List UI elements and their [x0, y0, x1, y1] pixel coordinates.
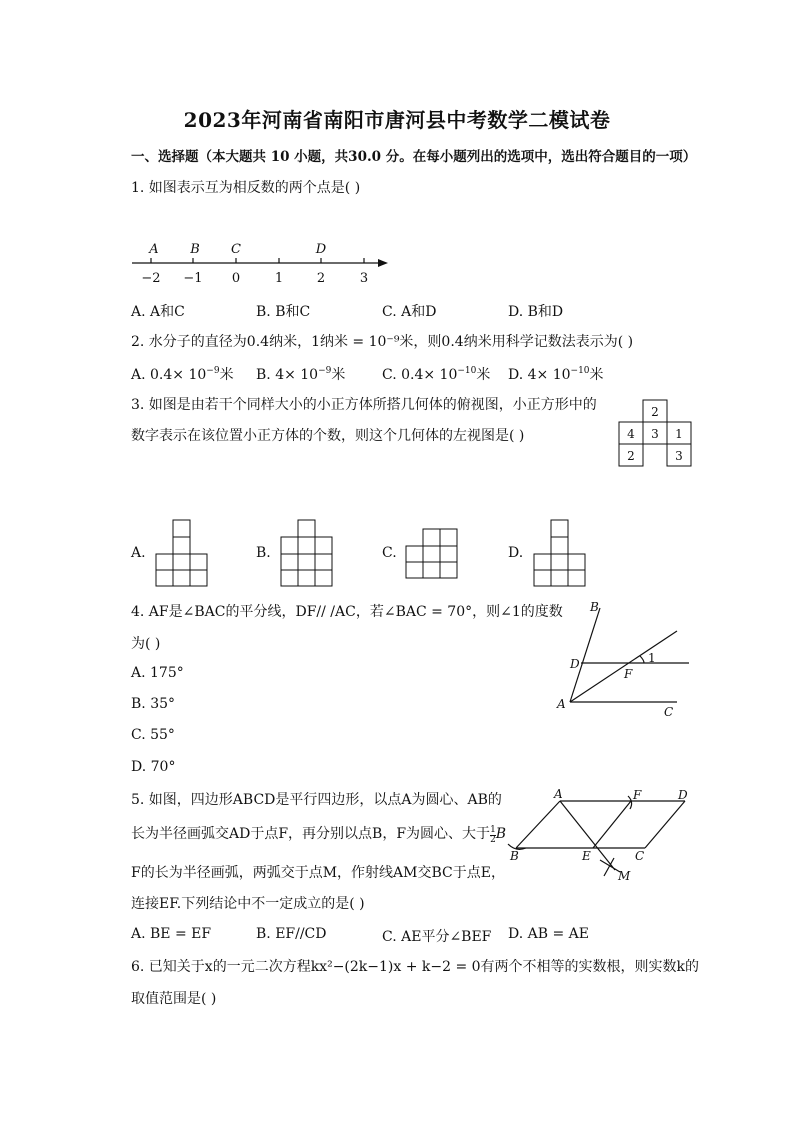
cell-count: 3: [651, 427, 659, 441]
tick-label: −2: [141, 271, 161, 286]
question-3-stem-line2: 数字表示在该位置小正方体的个数，则这个几何体的左视图是( ): [131, 428, 525, 444]
q2-option-c[interactable]: C. $0.4\times 10^{-10}$米: [382, 366, 491, 383]
cell-count: 3: [675, 449, 683, 463]
point-label: A: [149, 242, 159, 257]
q3-option-d[interactable]: D.: [508, 545, 524, 561]
figure-label: F: [624, 667, 633, 681]
cell-count: 1: [675, 427, 683, 441]
q2-option-a[interactable]: A. $0.4\times 10^{-9}$米: [131, 366, 234, 383]
figure-label: B: [510, 849, 519, 863]
number-line-figure: [120, 236, 400, 286]
question-1-stem: 1. 如图表示互为相反数的两个点是( ): [131, 180, 361, 196]
q2-option-d[interactable]: D. $4\times 10^{-10}$米: [508, 366, 604, 383]
q1-option-c[interactable]: C. A和D: [382, 304, 437, 320]
q3-option-c[interactable]: C.: [382, 545, 397, 561]
q4-angle-figure: [552, 598, 697, 722]
point-label: C: [231, 242, 241, 257]
q1-option-b[interactable]: B. B和C: [256, 304, 311, 320]
cell-count: 2: [651, 405, 659, 419]
figure-label: F: [633, 788, 642, 802]
question-6-stem-line2: 取值范围是( ): [131, 991, 217, 1007]
tick-label: 0: [231, 271, 241, 286]
figure-label: M: [618, 869, 631, 883]
q3-option-b-view: [280, 519, 334, 588]
figure-label: D: [678, 788, 688, 802]
q4-option-a[interactable]: A. 175°: [131, 665, 184, 681]
question-3-stem-line1: 3. 如图是由若干个同样大小的小正方体所搭几何体的俯视图，小正方形中的: [131, 397, 597, 413]
q5-option-d[interactable]: D. AB = AE: [508, 926, 589, 942]
figure-label: E: [582, 849, 591, 863]
q4-option-b[interactable]: B. 35°: [131, 696, 176, 712]
tick-label: 1: [274, 271, 284, 286]
q3-option-a[interactable]: A.: [131, 545, 146, 561]
tick-label: 3: [359, 271, 369, 286]
figure-label: A: [554, 787, 563, 801]
question-5-stem-line4: 连接EF.下列结论中不一定成立的是( ): [131, 896, 365, 912]
section-heading: 一、选择题（本大题共 10 小题，共30.0 分。在每小题列出的选项中，选出符合题目的一项）: [131, 149, 697, 165]
q3-option-c-view: [405, 528, 459, 580]
q1-option-d[interactable]: D. B和D: [508, 304, 564, 320]
page-title: 2023年河南省南阳市唐河县中考数学二模试卷: [183, 108, 611, 132]
question-5-stem-line3: F的长为半径画弧，两弧交于点M，作射线AM交BC于点E，: [131, 865, 505, 881]
top-view-grid: [618, 398, 694, 468]
q5-option-a[interactable]: A. BE = EF: [131, 926, 212, 942]
tick-label: 2: [316, 271, 326, 286]
q5-parallelogram-figure: [500, 786, 700, 886]
q4-option-c[interactable]: C. 55°: [131, 727, 175, 743]
figure-label: D: [570, 657, 580, 671]
question-5-stem-line1: 5. 如图，四边形ABCD是平行四边形，以点A为圆心、AB的: [131, 792, 502, 808]
point-label: B: [190, 242, 200, 257]
point-label: D: [315, 242, 327, 257]
figure-label: B: [590, 600, 599, 614]
q2-option-b[interactable]: B. $4\times 10^{-9}$米: [256, 366, 346, 383]
q4-option-d[interactable]: D. 70°: [131, 759, 176, 775]
q3-option-a-view: [155, 519, 209, 588]
tick-label: −1: [183, 271, 203, 286]
question-5-stem-line2: 长为半径画弧交AD于点F，再分别以点B，F为圆心、大于 $\frac{1}{2}$ B: [131, 825, 507, 845]
q5-option-b[interactable]: B. EF//CD: [256, 926, 327, 942]
figure-label: C: [664, 705, 674, 719]
q3-option-b[interactable]: B.: [256, 545, 271, 561]
figure-label: C: [635, 849, 645, 863]
question-4-stem-line1: 4. AF是∠BAC的平分线，DF// /AC，若∠BAC = 70°，则∠1的度数: [131, 604, 563, 620]
q3-option-d-view: [533, 519, 587, 588]
question-2-stem: 2. 水分子的直径为0.4纳米，1纳米 = 10⁻⁹米，则0.4纳米用科学记数法表示为( ): [131, 334, 634, 350]
figure-label: A: [557, 697, 566, 711]
question-6-stem-line1: 6. 已知关于x的一元二次方程kx²−(2k−1)x + k−2 = 0有两个不相等的实数根，则实数k的: [131, 959, 700, 975]
q1-option-a[interactable]: A. A和C: [131, 304, 185, 320]
question-4-stem-line2: 为( ): [131, 636, 161, 652]
q5-option-c[interactable]: C. AE平分∠BEF: [382, 929, 492, 945]
figure-label: 1: [648, 651, 656, 665]
cell-count: 2: [627, 449, 635, 463]
cell-count: 4: [627, 427, 635, 441]
